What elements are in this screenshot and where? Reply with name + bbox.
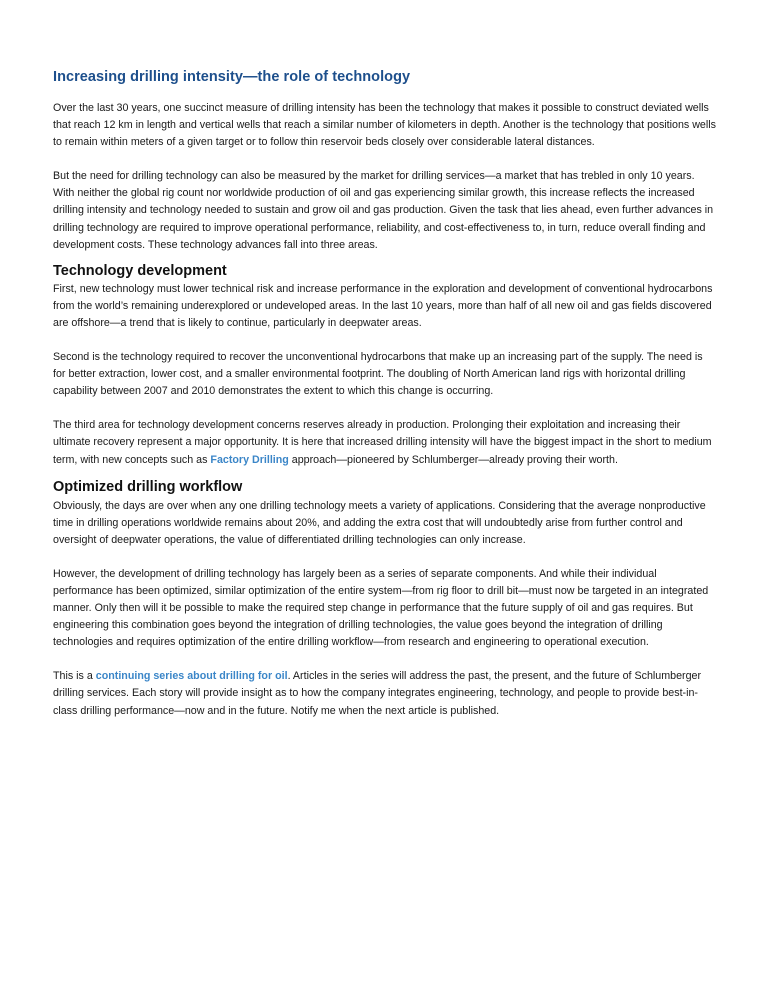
intro-paragraph-2: But the need for drilling technology can also be measured by the market for drilling services—a market that has trebled in only 10 years. With neither the global rig count nor worldwide production of oil and gas experiencing similar growth, this increase reflects the increased drilling intensity and technology needed to sustain and grow oil and gas production. Given the task that lies ahead, even further advances in drilling technology are required to improve operational performance, reliability, and cost-effectiveness to, in turn, reduce overall finding and development costs. These technology advances fall into three areas. <box>53 170 714 251</box>
tech-dev-paragraph-3 <box>53 417 717 468</box>
paragraph-spacer <box>53 651 717 668</box>
tech-dev-p3-text-after: approach—pioneered by Schlumberger—already proving their worth. <box>288 453 618 466</box>
article <box>53 66 717 720</box>
intro-paragraph-1: Over the last 30 years, one succinct measure of drilling intensity has been the technology that makes it possible to construct deviated wells that reach 12 km in length and vertical wells that reach a similar number of kilometers in depth. Another is the technology that positions wells to remain within meters of a given target or to follow thin reservoir beds closely over considerable lateral distances. <box>53 102 716 149</box>
article-title: Increasing drilling intensity—the role of technology <box>53 69 411 85</box>
workflow-p3-text-before: This is a <box>53 670 96 683</box>
workflow-paragraph-2: However, the development of drilling technology has largely been as a series of separate components. And while their individual performance has been optimized, similar optimization of the entire system—from rig floor to drill bit—must now be targeted in an integrated manner. Only then will it be possible to make the required step change in performance that the future supply of oil and gas requires. But engineering this combination goes beyond the integration of drilling technologies, the value goes beyond the integration of drilling technologies and requires optimization of the entire drilling workflow—from research and engineering to operational execution. <box>53 567 709 649</box>
paragraph-spacer <box>53 332 717 349</box>
workflow-p3-text-after: . Articles in the series will address the past, the present, and the future of Schlumberger drilling services. Each story will provide insight as to how the company integrates engineering, technology, and people to provide best-in-class drilling performance—now and in the future. Notify me when the next article is published. <box>53 670 702 717</box>
workflow-paragraph-3 <box>53 668 717 719</box>
tech-dev-paragraph-1: First, new technology must lower technical risk and increase performance in the exploration and development of conventional hydrocarbons from the world’s remaining underexplored or undeveloped areas. In the last 10 years, more than half of all new oil and gas fields discovered are offshore—a trend that is likely to continue, particularly in deepwater areas. <box>53 282 713 329</box>
section-heading-optimized-workflow: Optimized drilling workflow <box>53 478 243 495</box>
paragraph-spacer <box>53 549 717 566</box>
factory-drilling-link[interactable]: Factory Drilling <box>210 453 289 466</box>
tech-dev-p3-text-before: The third area for technology development concerns reserves already in production. Prolonging their exploitation and increasing their ultimate recovery represent a major opportunity. It is here that increased drilling intensity will have the biggest impact in the short to medium term, with new concepts such as <box>53 419 712 466</box>
workflow-paragraph-1: Obviously, the days are over when any one drilling technology meets a variety of applications. Considering that the average nonproductive time in drilling operations worldwide remains about 20%, and adding the extra cost that will undoubtedly arise from further control and oversight of deepwater operations, the value of differentiated drilling technologies can only increase. <box>53 499 706 546</box>
tech-dev-paragraph-2: Second is the technology required to recover the unconventional hydrocarbons that make up an increasing part of the supply. The need is for better extraction, lower cost, and a smaller environmental footprint. The doubling of North American land rigs with horizontal drilling capability between 2007 and 2010 demonstrates the extent to which this change is occurring. <box>53 351 703 398</box>
continuing-series-link[interactable]: continuing series about drilling for oil <box>95 670 288 683</box>
section-heading-technology-development: Technology development <box>53 262 227 279</box>
paragraph-spacer <box>53 400 717 417</box>
paragraph-spacer <box>53 151 717 168</box>
